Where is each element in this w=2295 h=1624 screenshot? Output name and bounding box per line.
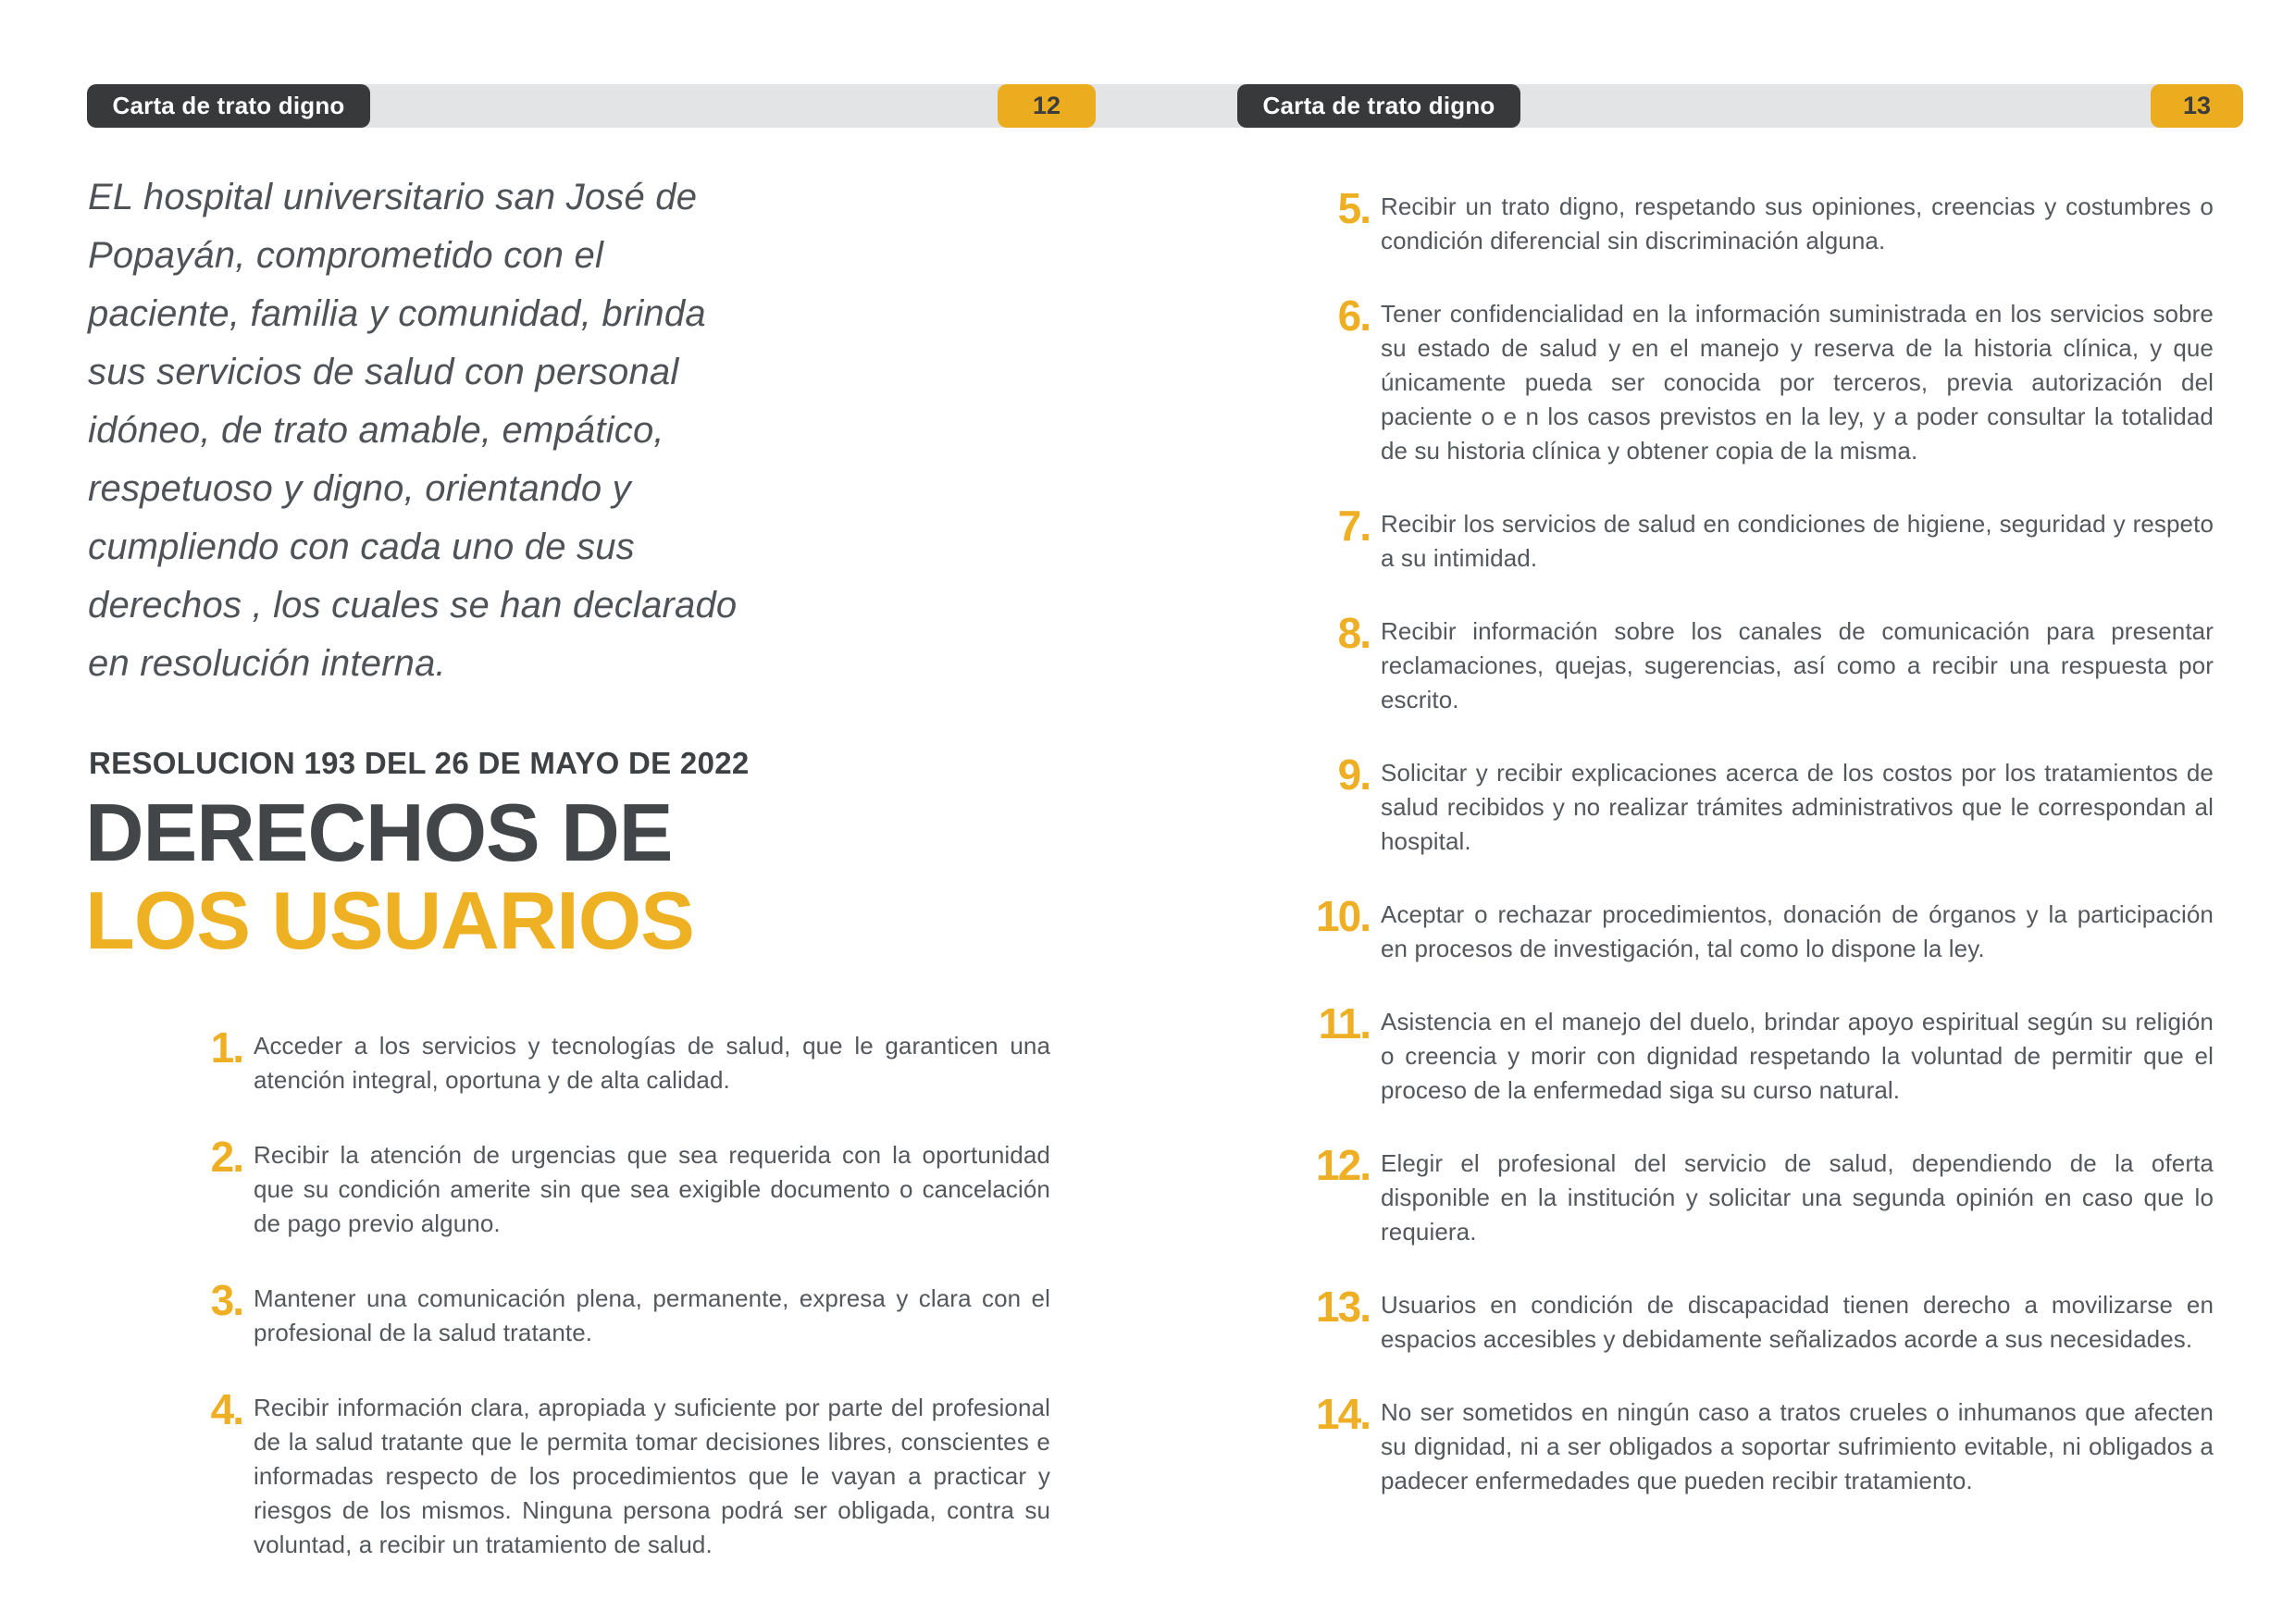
page-number-label: 12 xyxy=(1032,92,1061,119)
rights-item-3 xyxy=(185,1276,1050,1350)
item-text: Acceder a los servicios y tecnologías de salud, que le garanticen una atención integral, oportuna y de alta calidad. xyxy=(254,1032,1050,1094)
item-text: Elegir el profesional del servicio de salud, dependiendo de la oferta disponible en la institución y solicitar una segunda opinión en caso que lo requiera. xyxy=(1381,1149,2214,1246)
rights-item-7 xyxy=(1288,502,2214,576)
item-number: 11. xyxy=(1318,999,1370,1048)
rights-item-5 xyxy=(1288,184,2214,258)
item-number: 3. xyxy=(210,1276,242,1324)
item-number: 9. xyxy=(1337,750,1370,799)
rights-list-left xyxy=(185,1023,1050,1562)
item-text: No ser sometidos en ningún caso a tratos crueles o inhumanos que afecten su dignidad, ni a ser obligados a soportar sufrimiento evitable, ni obligados a padecer enfermedades que pueden recibir tratamiento. xyxy=(1381,1398,2214,1494)
page-number-badge-13 xyxy=(2151,84,2243,128)
item-number: 4. xyxy=(210,1385,242,1433)
resolution-kicker: RESOLUCION 193 DEL 26 DE MAYO DE 2022 xyxy=(89,746,750,780)
item-number: 6. xyxy=(1337,291,1370,340)
item-number: 5. xyxy=(1337,184,1370,232)
item-number: 13. xyxy=(1316,1283,1370,1331)
rights-item-2 xyxy=(185,1133,1050,1241)
charter-badge-label: Carta de trato digno xyxy=(1262,92,1495,119)
item-text: Recibir los servicios de salud en condiciones de higiene, seguridad y respeto a su intimidad. xyxy=(1381,510,2214,572)
rights-item-1 xyxy=(185,1023,1050,1097)
page-title xyxy=(85,788,918,964)
item-number: 1. xyxy=(210,1023,242,1072)
page-number-label: 13 xyxy=(2182,92,2212,119)
item-text: Usuarios en condición de discapacidad tienen derecho a movilizarse en espacios accesibles y debidamente señalizados acorde a sus necesidades. xyxy=(1381,1291,2214,1353)
item-number: 2. xyxy=(210,1133,242,1181)
rights-item-11 xyxy=(1288,999,2214,1108)
rights-item-14 xyxy=(1288,1390,2214,1498)
rights-item-6 xyxy=(1288,291,2214,468)
item-number: 7. xyxy=(1337,502,1370,550)
item-text: Solicitar y recibir explicaciones acerca de los costos por los tratamientos de salud recibidos y no realizar trámites administrativos que le correspondan al hospital. xyxy=(1381,759,2214,855)
page-number-badge-12 xyxy=(998,84,1096,128)
item-text: Aceptar o rechazar procedimientos, donación de órganos y la participación en procesos de investigación, tal como lo dispone la ley. xyxy=(1381,900,2214,962)
rights-item-13 xyxy=(1288,1283,2214,1357)
item-text: Tener confidencialidad en la información suministrada en los servicios sobre su estado de salud y en el manejo y reserva de la historia clínica, y que únicamente pueda ser conocida por terceros, previa autorización del paciente o e n los casos previstos en la ley, y a poder consultar la totalidad de su historia clínica y obtener copia de la misma. xyxy=(1381,300,2214,465)
item-text: Recibir un trato digno, respetando sus opiniones, creencias y costumbres o condición diferencial sin discriminación alguna. xyxy=(1381,192,2214,254)
charter-badge-left xyxy=(87,84,370,128)
title-line-dark: DERECHOS DE xyxy=(85,787,673,878)
intro-paragraph: EL hospital universitario san José de Popayán, comprometido con el paciente, familia y comunidad, brinda sus servicios de salud con personal idóneo, de trato amable, empático, respetuoso y digno, orientando y cumpliendo con cada uno de sus derechos , los cuales se han declarado en resolución interna. xyxy=(88,177,738,684)
charter-badge-label: Carta de trato digno xyxy=(112,92,345,119)
rights-item-8 xyxy=(1288,609,2214,717)
item-text: Recibir información sobre los canales de comunicación para presentar reclamaciones, quejas, sugerencias, así como a recibir una respuesta por escrito. xyxy=(1381,617,2214,713)
item-text: Recibir la atención de urgencias que sea requerida con la oportunidad que su condición amerite sin que sea exigible documento o cancelación de pago previo alguno. xyxy=(254,1141,1050,1237)
item-number: 8. xyxy=(1337,609,1370,657)
item-number: 14. xyxy=(1316,1390,1370,1438)
item-text: Asistencia en el manejo del duelo, brindar apoyo espiritual según su religión o creencia y morir con dignidad respetando la voluntad de permitir que el proceso de la enfermedad siga su curso natural. xyxy=(1381,1008,2214,1104)
charter-badge-right xyxy=(1237,84,1520,128)
item-text: Recibir información clara, apropiada y suficiente por parte del profesional de la salud tratante que le permita tomar decisiones libres, conscientes e informadas respecto de los procedimientos que le vayan a practicar y riesgos de los mismos. Ninguna persona podrá ser obligada, contra su voluntad, a recibir un tratamiento de salud. xyxy=(254,1394,1050,1558)
item-text: Mantener una comunicación plena, permanente, expresa y clara con el profesional de la salud tratante. xyxy=(254,1284,1050,1346)
item-number: 10. xyxy=(1316,892,1370,940)
rights-item-4 xyxy=(185,1385,1050,1562)
rights-list-right xyxy=(1288,184,2214,1498)
title-line-accent: LOS USUARIOS xyxy=(85,874,694,966)
item-number: 12. xyxy=(1316,1141,1370,1189)
rights-item-12 xyxy=(1288,1141,2214,1249)
rights-item-10 xyxy=(1288,892,2214,966)
rights-item-9 xyxy=(1288,750,2214,859)
header-bar xyxy=(87,84,2243,128)
